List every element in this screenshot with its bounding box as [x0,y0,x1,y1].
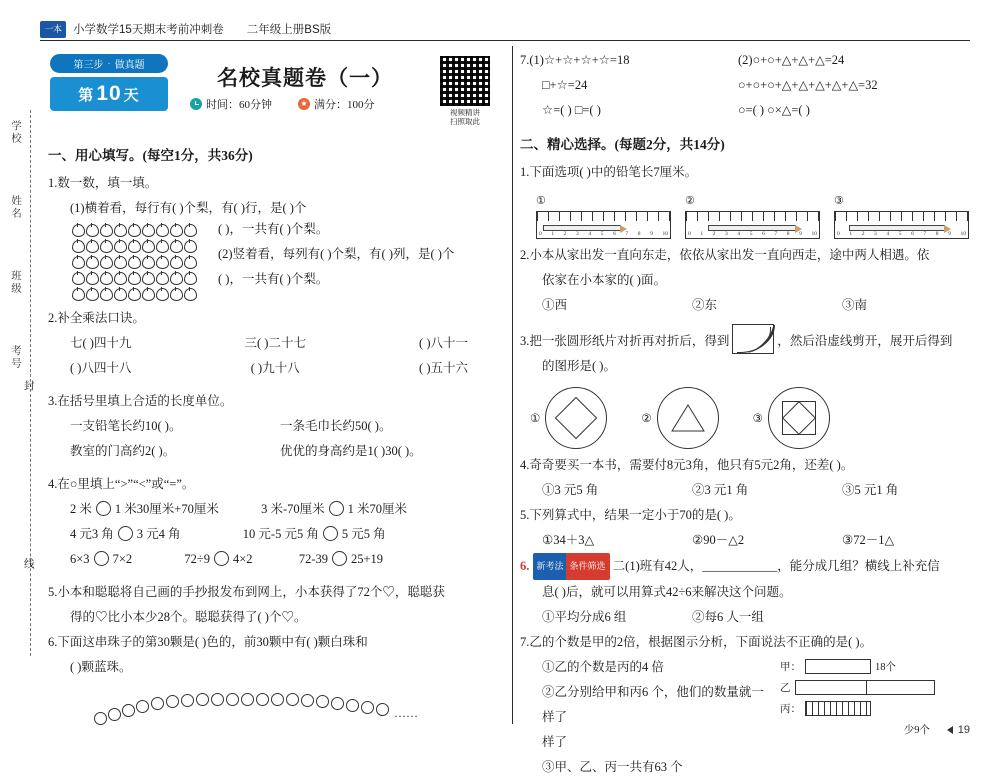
q4-term: 25+19 [350,552,384,566]
right-body [520,48,970,780]
day-suffix: 天 [123,86,140,104]
day-prefix: 第 [78,86,95,104]
q2-cell: ( )九十八 [250,361,300,375]
bead-icon [376,703,389,716]
tip-badge-method: 新考法 [533,553,568,580]
option-c[interactable]: ③72－1△ [842,533,895,547]
circle-with-diamond-icon [545,387,607,449]
s2-q4-label: 4.奇奇要买一本书，需要付8元3角，他只有5元2角，还差( )。 [520,458,854,472]
section-one-heading: 一、用心填写。(每空1分，共36分) [48,148,253,163]
folded-paper-icon [732,324,774,354]
q4-term: 1 米30厘米+70厘米 [114,502,219,516]
compare-circle[interactable] [94,551,109,566]
s2-q7-option-2b: 样了 [542,735,568,749]
q5-line1: 5.小本和聪聪将自己画的手抄报发布到网上，小本获得了72个♡，聪聪获 [48,585,445,599]
header-bar [40,18,360,40]
day-number: 10 [96,82,122,105]
s2-q3-line2: 的图形是( )。 [542,359,616,373]
bead-icon [286,693,299,706]
option-south[interactable]: ③南 [842,298,868,312]
option-marker: ② [641,413,652,425]
bead-icon [346,699,359,712]
q4-term: 3 元4 角 [136,527,181,541]
bead-icon [271,693,284,706]
ruler-option-1[interactable] [536,191,671,239]
s2-q5-options [520,528,970,553]
q7-right-line2: ○+○+○+△+△+△+△+△=32 [738,78,878,92]
s2-q6-text: 二(1)班有42人，____________，能分成几组？横线上补充信 [612,559,940,573]
book-title: 小学数学15天期末考前冲刺卷 [73,24,224,36]
q7-line3: ☆=( ) □=( ) [542,103,601,117]
page-title: 名校真题卷（一） [217,66,393,90]
right-column [520,48,970,774]
s2-q2-options [520,293,970,318]
s2-q3-line1 [520,324,970,354]
circle-with-triangle-icon [657,387,719,449]
option-b[interactable]: ②3 元1 角 [692,483,749,497]
option-a[interactable]: ①3 元5 角 [542,483,599,497]
margin-label-school: 学校 [10,120,21,145]
option-marker: ① [536,195,546,207]
day-badge [50,54,174,111]
option-b[interactable]: ②90－△2 [692,533,745,547]
q4-term: 72-39 [298,552,328,566]
s2-q7-option-3[interactable]: ③甲、乙、丙一共有63 个 [542,760,683,774]
score-label: 满分：100分 [314,99,375,111]
q3-label: 3.在括号里填上合适的长度单位。 [48,394,233,408]
bead-icon [108,708,121,721]
bar-label-yi: 乙 [780,683,791,694]
seal-char: 封 [24,381,35,392]
shape-option-3[interactable] [753,387,830,449]
s2-q2-line2: 依家在小本家的( )面。 [542,273,666,287]
bead-icon [166,695,179,708]
q3-cell: 教室的门高约2( )。 [70,444,176,458]
bead-icon [122,704,135,717]
s2-q3-text-a: 3.把一张圆形纸片对折再对折后，得到 [520,334,730,348]
score-meta [298,96,375,112]
q4-row2 [48,522,518,547]
day-number-badge [50,77,168,111]
bar-row-bing [780,701,960,716]
q2-cell: ( )八十一 [419,336,468,350]
s2-q4-options [520,478,970,503]
q4-term: 7×2 [112,552,133,566]
bead-icon [181,694,194,707]
option-c[interactable]: ③5 元1 角 [842,483,899,497]
s2-q6-line1: 6. 新考法 条件筛选 二(1)班有42人，____________，能分成几组？横线上补充信 [520,553,970,580]
step-label: 第三步 [73,60,104,71]
ruler-icon: 0 1 2 3 4 5 6 7 8 9 10 [536,211,671,239]
bar-label-jia: 甲： [780,662,801,673]
q1-label: 1.数一数，填一填。 [48,176,158,190]
bead-icon [94,712,107,725]
q4-row1 [48,497,518,522]
option-a[interactable]: ①34＋3△ [542,533,595,547]
q4-row3 [48,547,518,572]
s2-q5-label: 5.下列算式中，结果一定小于70的是( )。 [520,508,741,522]
line-char: 线 [24,559,35,570]
left-column [40,48,518,738]
q7-right-line3: ○=( ) ○×△=( ) [738,103,810,117]
bead-icon [256,693,269,706]
q3-cell: 一条毛巾长约50( )。 [280,419,392,433]
q4-label: 4.在○里填上“>”“<”或“=”。 [48,477,195,491]
ruler-icon: 0 1 2 3 4 5 6 7 8 9 10 [834,211,969,239]
margin-label-class: 班级 [10,270,21,295]
s2-q3-text-b: ，然后沿虚线剪开，展开后得到 [777,334,953,348]
q3-cell: 一支铅笔长约10( )。 [70,419,182,433]
bead-icon [211,693,224,706]
step-badge [50,54,168,73]
q4-term: 5 元5 角 [341,527,386,541]
s2-q6-line2: 息( )后，就可以用算式42÷6来解决这个问题。 [542,585,792,599]
s2-q6-options [520,605,970,630]
compare-circle[interactable] [332,551,347,566]
q2-cell: 三( )二十七 [244,336,306,350]
chevron-left-icon [947,726,953,734]
q2-row2 [48,356,468,381]
q7-right-line1: (2)○+○+△+△+△=24 [738,53,845,67]
q4-term: 72÷9 [184,552,210,566]
bar-yi [795,680,935,695]
q3-row2 [48,439,478,464]
circle-with-square-diamond-icon [768,387,830,449]
q4-term: 1 米70厘米 [347,502,408,516]
star-icon: ★ [298,98,310,110]
q1-b: (2)竖着看，每列有( )个梨，有( )列，是( )个 [218,247,455,261]
q3-cell: 优优的身高约是1( )30( )。 [280,444,422,458]
badge-separator: · [107,58,111,69]
q4-term: 2 米 [70,502,92,516]
section-two-heading: 二、精心选择。(每题2分，共14分) [520,137,725,152]
bead-icon [151,697,164,710]
bead-icon [301,694,314,707]
shape-option-2[interactable] [641,387,718,449]
ruler-option-2[interactable] [685,191,820,239]
compare-circle[interactable] [323,526,338,541]
q4-term: 6×3 [70,552,90,566]
compare-circle[interactable] [96,501,111,516]
s2-q7-option-2[interactable]: ②乙分别给甲和丙6 个，他们的数量就一样了 [542,685,764,724]
option-marker: ① [530,413,541,425]
page-footer [947,724,970,736]
bead-icon [196,693,209,706]
option-east[interactable]: ②东 [692,298,718,312]
bar-bing [805,701,871,716]
shape-options [530,387,970,449]
s2-q7-label: 7.乙的个数是甲的2倍，根据图示分析，下面说法不正确的是( )。 [520,635,873,649]
compare-circle[interactable] [214,551,229,566]
q7-line2: □+☆=24 [542,78,588,92]
q1-b2: ( )，一共有( )个梨。 [218,272,329,286]
shape-option-1[interactable] [530,387,607,449]
margin-labels [8,120,32,420]
q5-line2: 得的♡比小本少28个。聪聪获得了( )个♡。 [70,610,307,624]
option-marker: ③ [752,413,763,425]
bead-icon [361,701,374,714]
bar-jia [805,659,871,674]
clock-icon [190,98,202,110]
bar-row-yi [780,680,960,695]
compare-circle[interactable] [329,501,344,516]
q4-term: 4 元3 角 [70,527,114,541]
bar-row-jia [780,659,960,674]
option-marker: ③ [834,195,844,207]
q3-row1 [48,414,478,439]
option-marker: ② [685,195,695,207]
q4-term: 3 米-70厘米 [261,502,325,516]
publisher-logo: 一本 [40,21,66,38]
margin-label-examno: 考号 [10,345,21,370]
bar-note-bing: 少9个 [903,725,930,736]
q7-label: 7.(1)☆+☆+☆+☆=18 [520,53,630,67]
s2-q2-line1: 2.小本从家出发一直向东走，依依从家出发一直向西走，途中两人相遇。依 [520,248,930,262]
option-west[interactable]: ①西 [542,298,568,312]
bead-icon [241,693,254,706]
ruler-options [536,191,970,239]
margin-label-name: 姓名 [10,195,21,220]
paper-meta [190,96,440,112]
q4-term: 4×2 [233,552,253,566]
ruler-icon: 0 1 2 3 4 5 6 7 8 9 10 [685,211,820,239]
q1-a: (1)横着看，每行有( )个梨，有( )行，是( )个 [70,201,307,215]
mode-label: 做真题 [114,60,145,71]
q7-bar-diagram [780,659,960,780]
ruler-option-3[interactable] [834,191,969,239]
s2-q1-label: 1.下面选项( )中的铅笔长7厘米。 [520,165,698,179]
time-meta [190,96,272,112]
qr-code-icon[interactable] [440,56,490,106]
option-a[interactable]: ①平均分成6 组 [542,610,627,624]
bead-ellipsis: …… [394,706,418,720]
option-b[interactable]: ②每6 人一组 [692,610,764,624]
page-number: 19 [957,724,970,736]
tip-badge-filter: 条件筛选 [566,553,610,580]
book-subtitle: 二年级上册BS版 [246,24,332,36]
q2-row1 [48,331,468,356]
q2-cell: ( )五十六 [419,361,468,375]
q6-line2: ( )颗蓝珠。 [70,660,132,674]
bar-label-bing: 丙： [780,704,801,715]
s2-q7-option-1[interactable]: ①乙的个数是丙的4 倍 [542,660,664,674]
time-label: 时间：60分钟 [206,99,272,111]
qr-block[interactable] [440,56,490,126]
q1-a2: ( )，一共有( )个梨。 [218,222,329,236]
bead-icon [316,695,329,708]
q6-line1: 6.下面这串珠子的第30颗是( )色的，前30颗中有( )颗白珠和 [48,635,368,649]
bead-icon [136,700,149,713]
q2-cell: 七( )四十九 [70,336,132,350]
bead-icon [331,697,344,710]
bead-icon [226,693,239,706]
q2-label: 2.补全乘法口诀。 [48,311,145,325]
qr-caption: 视频精讲 扫照取此 [450,108,480,126]
compare-circle[interactable] [118,526,133,541]
header-divider [40,40,970,41]
q2-cell: ( )八四十八 [70,361,132,375]
left-body [48,144,518,726]
bead-chain [94,686,518,726]
bar-value-jia: 18个 [875,662,896,673]
q4-term: 10 元-5 元5 角 [242,527,319,541]
